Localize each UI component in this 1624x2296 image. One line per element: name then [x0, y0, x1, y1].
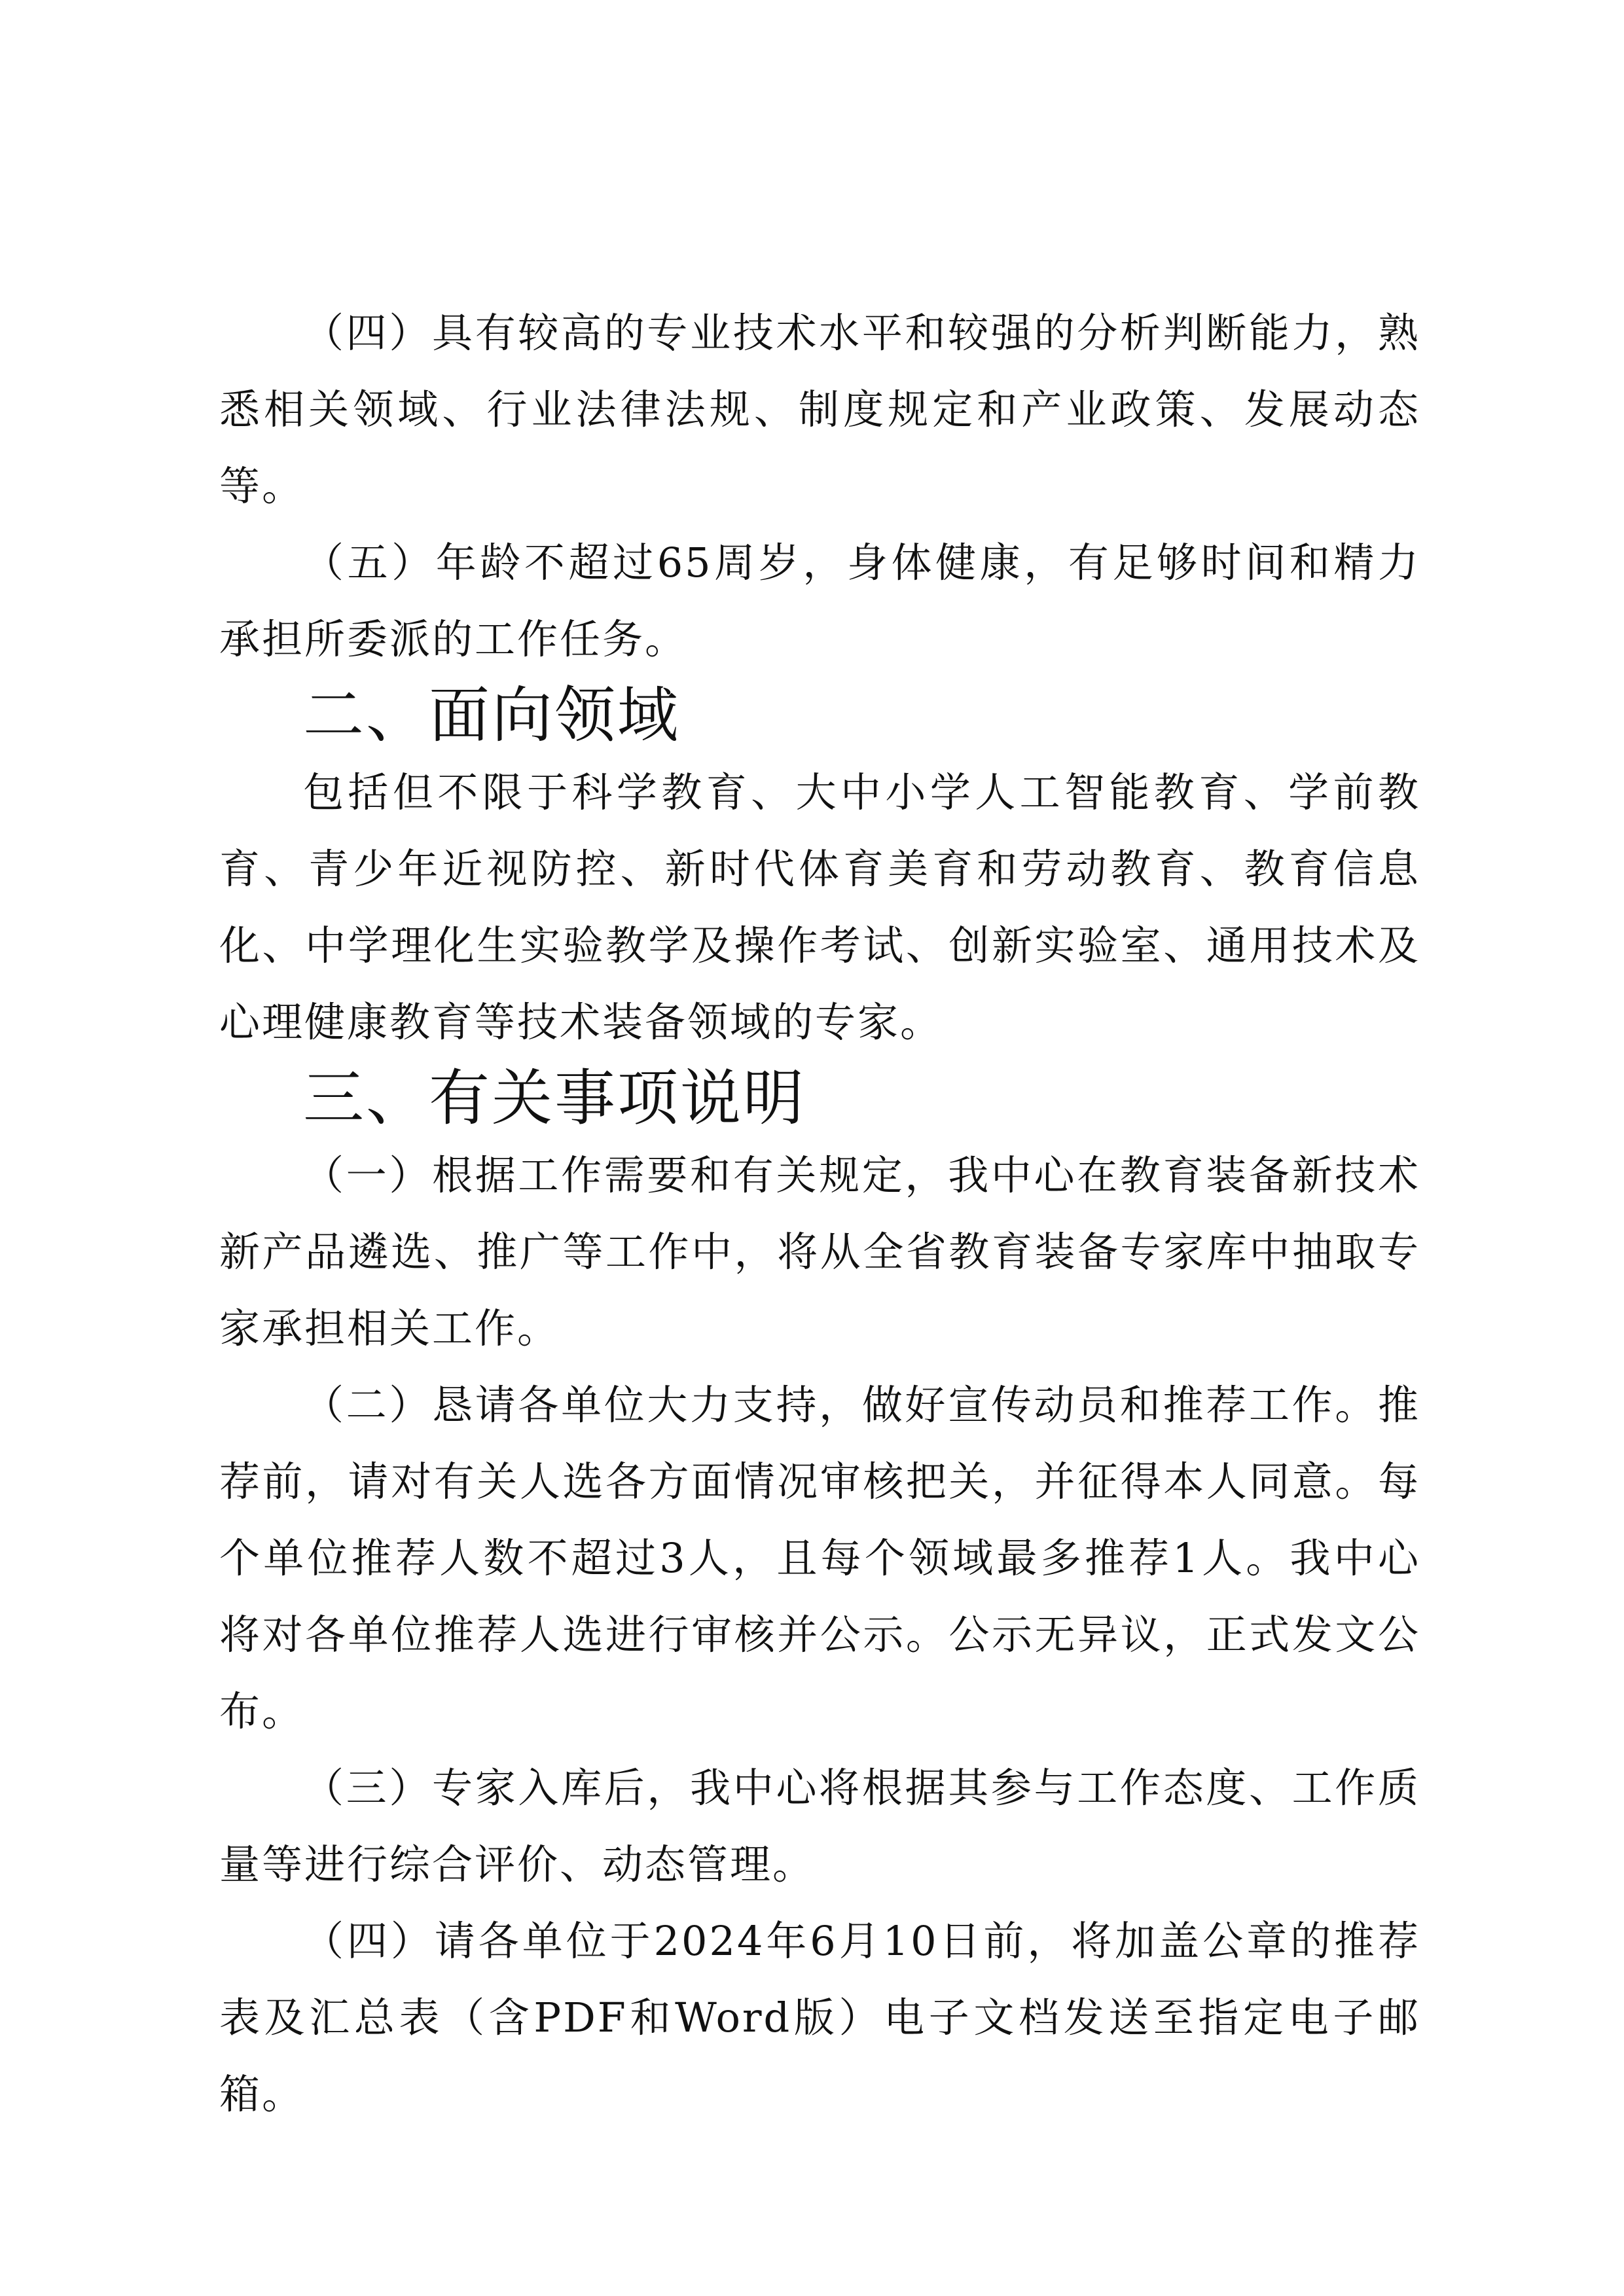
paragraph-note-1: （一）根据工作需要和有关规定，我中心在教育装备新技术新产品遴选、推广等工作中，将从全省教育装备专家库中抽取专家承担相关工作。 [219, 1151, 1420, 1352]
paragraph-fields: 包括但不限于科学教育、大中小学人工智能教育、学前教育、青少年近视防控、新时代体育美育和劳动教育、教育信息化、中学理化生实验教学及操作考试、创新实验室、通用技术及心理健康教育等技术装备领域的专家。 [219, 768, 1420, 1046]
paragraph-criterion-5: （五）年龄不超过65周岁，身体健康，有足够时间和精力承担所委派的工作任务。 [219, 539, 1420, 663]
document-body [219, 295, 1420, 2132]
paragraph-criterion-4: （四）具有较高的专业技术水平和较强的分析判断能力，熟悉相关领域、行业法律法规、制度规定和产业政策、发展动态等。 [219, 309, 1420, 510]
section-heading-fields: 二、面向领域 [303, 680, 680, 751]
paragraph-note-2: （二）恳请各单位大力支持，做好宣传动员和推荐工作。推荐前，请对有关人选各方面情况审核把关，并征得本人同意。每个单位推荐人数不超过3人，且每个领域最多推荐1人。我中心将对各单位推荐人选进行审核并公示。公示无异议，正式发文公布。 [219, 1381, 1420, 1735]
section-heading-notes: 三、有关事项说明 [303, 1063, 806, 1134]
paragraph-note-4: （四）请各单位于2024年6月10日前，将加盖公章的推荐表及汇总表（含PDF和Word版）电子文档发送至指定电子邮箱。 [219, 1917, 1420, 2118]
paragraph-note-3: （三）专家入库后，我中心将根据其参与工作态度、工作质量等进行综合评价、动态管理。 [219, 1764, 1420, 1888]
